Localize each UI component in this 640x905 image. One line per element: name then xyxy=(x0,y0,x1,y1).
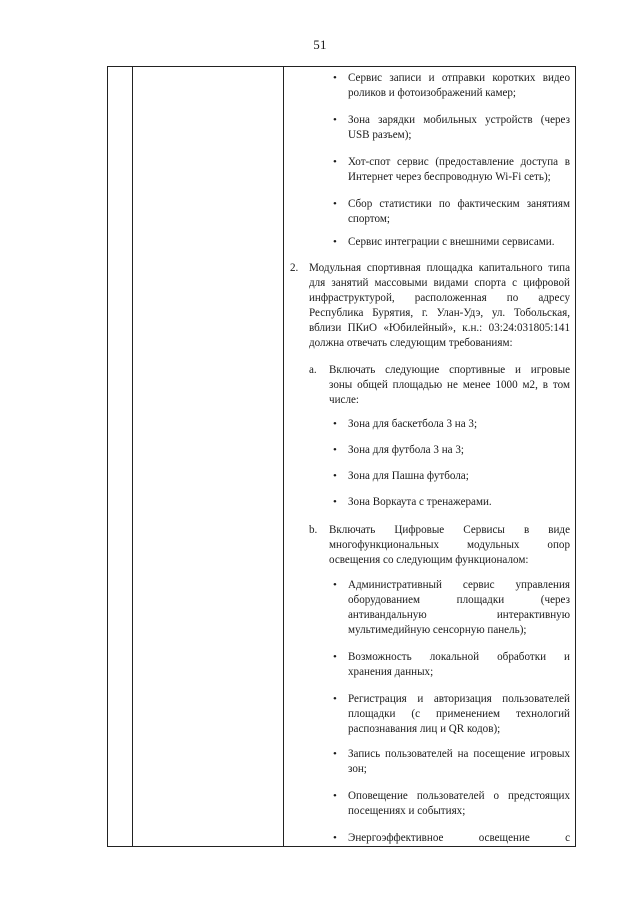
paragraph-line: зоны общей площадью не менее 1000 м2, в том xyxy=(329,379,570,391)
bullet-icon: • xyxy=(333,72,337,84)
bullet-icon: • xyxy=(333,444,337,456)
bullet-icon: • xyxy=(333,496,337,508)
paragraph-line: инфраструктурой, расположенная по адресу xyxy=(309,292,570,304)
list-item: спортом; xyxy=(348,213,390,225)
list-item: мультимедийную сенсорную панель); xyxy=(348,624,527,636)
bullet-icon: • xyxy=(333,156,337,168)
list-item: Интернет через беспроводную Wi-Fi сеть); xyxy=(348,171,551,183)
bullet-icon: • xyxy=(333,579,337,591)
list-item: зон; xyxy=(348,763,367,775)
bullet-icon: • xyxy=(333,748,337,760)
list-item: Зона Воркаута с тренажерами. xyxy=(348,496,492,508)
list-item: Оповещение пользователей о предстоящих xyxy=(348,790,570,802)
paragraph-line: Включать следующие спортивные и игровые xyxy=(329,364,570,376)
bullet-icon: • xyxy=(333,418,337,430)
list-item: Запись пользователей на посещение игровых xyxy=(348,748,570,760)
bullet-icon: • xyxy=(333,470,337,482)
list-item: Сервис записи и отправки коротких видео xyxy=(348,72,570,84)
bullet-icon: • xyxy=(333,832,337,844)
list-item: Зона для футбола 3 на 3; xyxy=(348,444,464,456)
list-item: площадки (с применением технологий xyxy=(348,708,570,720)
page-number: 51 xyxy=(313,37,327,52)
paragraph-line: многофункциональных модульных опор xyxy=(329,539,570,551)
bullet-icon: • xyxy=(333,236,337,248)
paragraph-line: Республика Бурятия, г. Улан-Удэ, ул. Тобольская, xyxy=(309,307,570,319)
list-item: Зона зарядки мобильных устройств (через xyxy=(348,114,570,126)
paragraph-line: должна отвечать следующим требованиям: xyxy=(309,337,513,349)
subitem-letter: b. xyxy=(309,524,318,536)
paragraph-line: вблизи ПКиО «Юбилейный», к.н.: 03:24:031805:141 xyxy=(309,322,570,334)
list-item: Энергоэффективное освещение с xyxy=(348,832,570,844)
paragraph-line: числе: xyxy=(329,394,359,406)
list-item: Регистрация и авторизация пользователей xyxy=(348,693,570,705)
list-item: антивандальную интерактивную xyxy=(348,609,570,621)
requirements-table xyxy=(107,66,576,847)
item-number: 2. xyxy=(290,262,299,274)
paragraph-line: освещения со следующим функционалом: xyxy=(329,554,529,566)
list-item: посещениях и событиях; xyxy=(348,805,466,817)
list-item: USB разъем); xyxy=(348,129,412,141)
paragraph-line: для занятий массовыми видами спорта с цифровой xyxy=(309,277,570,289)
list-item: роликов и фотоизображений камер; xyxy=(348,87,517,99)
bullet-icon: • xyxy=(333,198,337,210)
bullet-icon: • xyxy=(333,114,337,126)
subitem-letter: a. xyxy=(309,364,317,376)
bullet-icon: • xyxy=(333,790,337,802)
list-item: Административный сервис управления xyxy=(348,579,570,591)
bullet-icon: • xyxy=(333,651,337,663)
list-item: Сбор статистики по фактическим занятиям xyxy=(348,198,570,210)
bullet-icon: • xyxy=(333,693,337,705)
list-item: Возможность локальной обработки и xyxy=(348,651,570,663)
list-item: Зона для Пашна футбола; xyxy=(348,470,469,482)
paragraph-line: Модульная спортивная площадка капитального типа xyxy=(309,262,570,274)
list-item: Сервис интеграции с внешними сервисами. xyxy=(348,236,555,248)
list-item: хранения данных; xyxy=(348,666,434,678)
paragraph-line: Включать Цифровые Сервисы в виде xyxy=(329,524,570,536)
list-item: Зона для баскетбола 3 на 3; xyxy=(348,418,478,430)
list-item: Хот-спот сервис (предоставление доступа в xyxy=(348,156,570,168)
requirements-cell xyxy=(108,67,575,846)
list-item: распознавания лиц и QR кодов); xyxy=(348,723,501,735)
list-item: оборудованием площадки (через xyxy=(348,594,570,606)
